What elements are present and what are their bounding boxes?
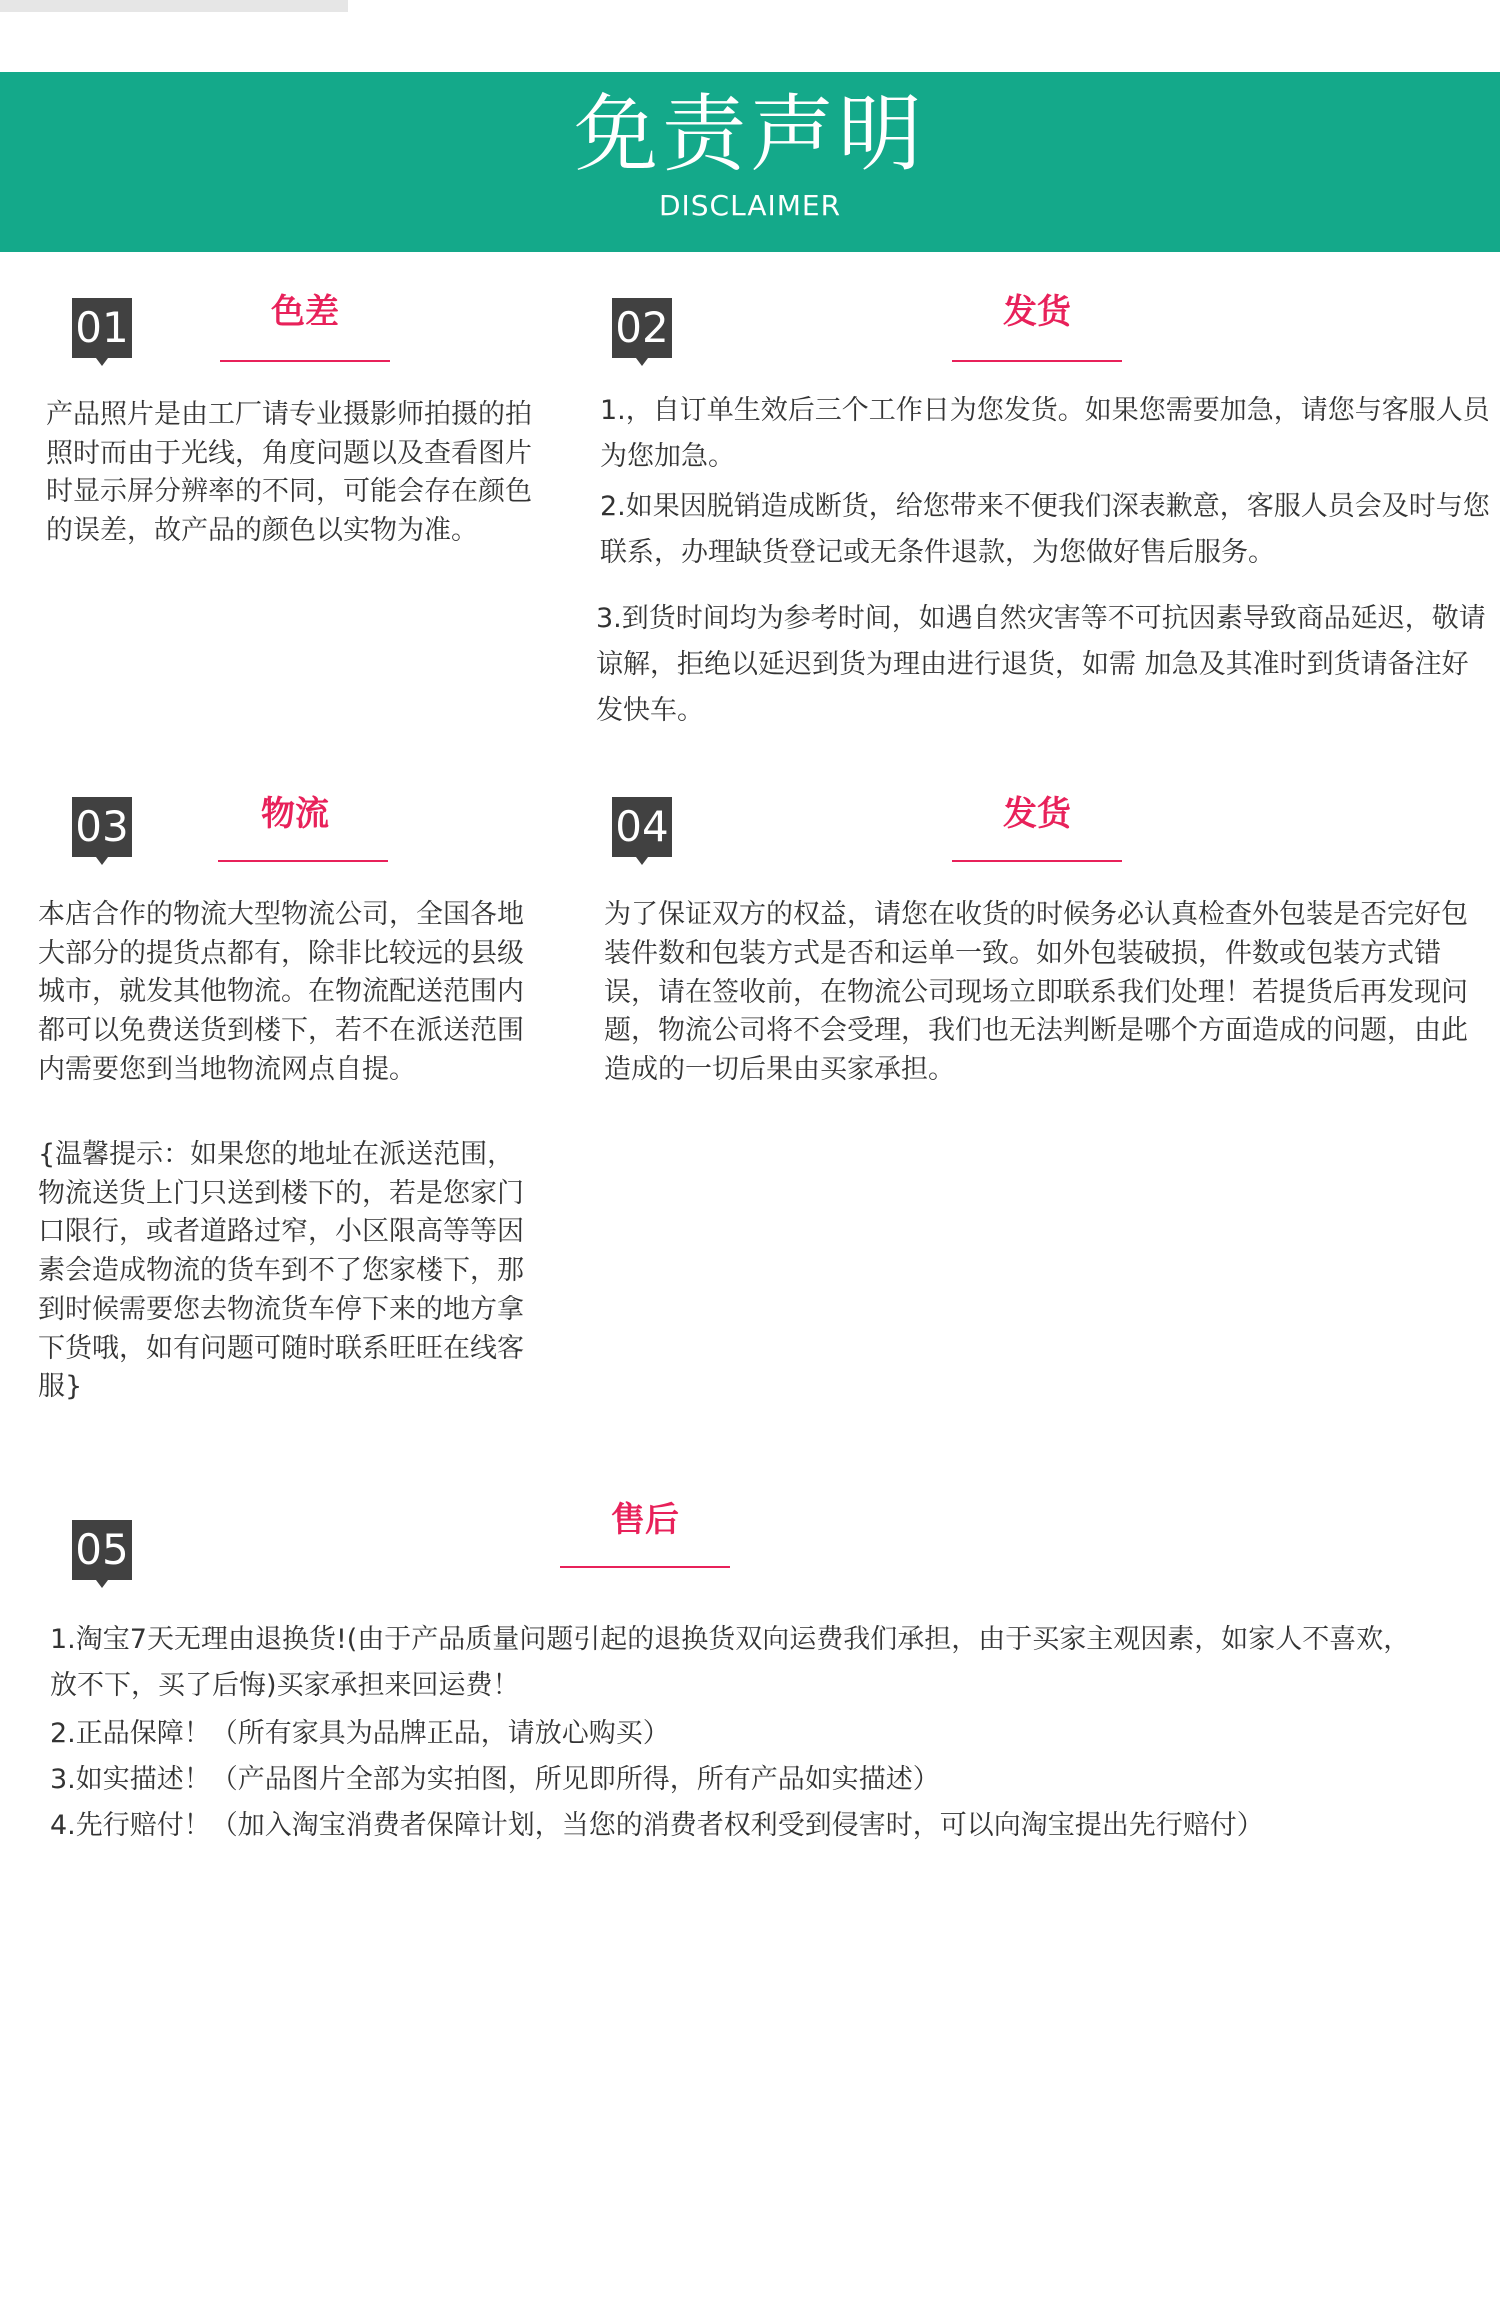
section-paragraph: 产品照片是由工厂请专业摄影师拍摄的拍照时而由于光线，角度问题以及查看图片时显示屏分辨率的不同，可能会存在颜色的误差，故产品的颜色以实物为准。 bbox=[46, 399, 532, 546]
section-title-underline bbox=[218, 860, 388, 862]
section-title: 售后 bbox=[611, 1500, 679, 1540]
page-title: 免责声明 bbox=[573, 85, 926, 183]
section-number-badge: 04 bbox=[612, 797, 672, 857]
section-title: 发货 bbox=[1003, 292, 1071, 332]
section-paragraph: 4.先行赔付！（加入淘宝消费者保障计划，当您的消费者权利受到侵害时，可以向淘宝提出先行赔付） bbox=[50, 1810, 1264, 1841]
section-paragraph: 2.如果因脱销造成断货，给您带来不便我们深表歉意，客服人员会及时与您联系，办理缺货登记或无条件退款，为您做好售后服务。 bbox=[600, 491, 1490, 568]
disclaimer-banner bbox=[0, 72, 1500, 252]
section-title-underline bbox=[560, 1566, 730, 1568]
section-number-badge: 05 bbox=[72, 1520, 132, 1580]
section-paragraph: {温馨提示：如果您的地址在派送范围，物流送货上门只送到楼下的，若是您家门口限行，或者道路过窄，小区限高等等因素会造成物流的货车到不了您家楼下，那到时候需要您去物流货车停下来的地方拿下货哦，如有问题可随时联系旺旺在线客服} bbox=[38, 1139, 524, 1403]
section-paragraph: 1.，自订单生效后三个工作日为您发货。如果您需要加急，请您与客服人员为您加急。 bbox=[600, 395, 1490, 472]
section-title-underline bbox=[952, 860, 1122, 862]
section-paragraph: 1.淘宝7天无理由退换货!(由于产品质量问题引起的退换货双向运费我们承担，由于买家主观因素，如家人不喜欢，放不下，买了后悔)买家承担来回运费！ bbox=[50, 1624, 1411, 1701]
section-paragraph: 为了保证双方的权益，请您在收货的时候务必认真检查外包装是否完好包装件数和包装方式是否和运单一致。如外包装破损，件数或包装方式错误，请在签收前，在物流公司现场立即联系我们处理！若提货后再发现问题，物流公司将不会受理，我们也无法判断是哪个方面造成的问题，由此造成的一切后果由买家承担。 bbox=[604, 899, 1468, 1086]
section-number-badge: 03 bbox=[72, 797, 132, 857]
section-title-underline bbox=[952, 360, 1122, 362]
page-subtitle: DISCLAIMER bbox=[658, 189, 842, 222]
section-number-badge: 01 bbox=[72, 298, 132, 358]
section-paragraph: 本店合作的物流大型物流公司，全国各地大部分的提货点都有，除非比较远的县级城市，就发其他物流。在物流配送范围内都可以免费送货到楼下，若不在派送范围内需要您到当地物流网点自提。 bbox=[38, 899, 524, 1085]
section-paragraph: 3.如实描述！（产品图片全部为实拍图，所见即所得，所有产品如实描述） bbox=[50, 1764, 940, 1795]
section-title: 色差 bbox=[271, 292, 339, 332]
top-gray-strip bbox=[0, 0, 348, 12]
section-paragraph: 3.到货时间均为参考时间，如遇自然灾害等不可抗因素导致商品延迟，敬请谅解，拒绝以延迟到货为理由进行退货，如需 加急及其准时到货请备注好发快车。 bbox=[596, 603, 1486, 726]
section-title: 发货 bbox=[1003, 794, 1071, 834]
section-title-underline bbox=[220, 360, 390, 362]
section-paragraph: 2.正品保障！（所有家具为品牌正品，请放心购买） bbox=[50, 1718, 670, 1749]
section-title: 物流 bbox=[261, 794, 329, 834]
section-number-badge: 02 bbox=[612, 298, 672, 358]
